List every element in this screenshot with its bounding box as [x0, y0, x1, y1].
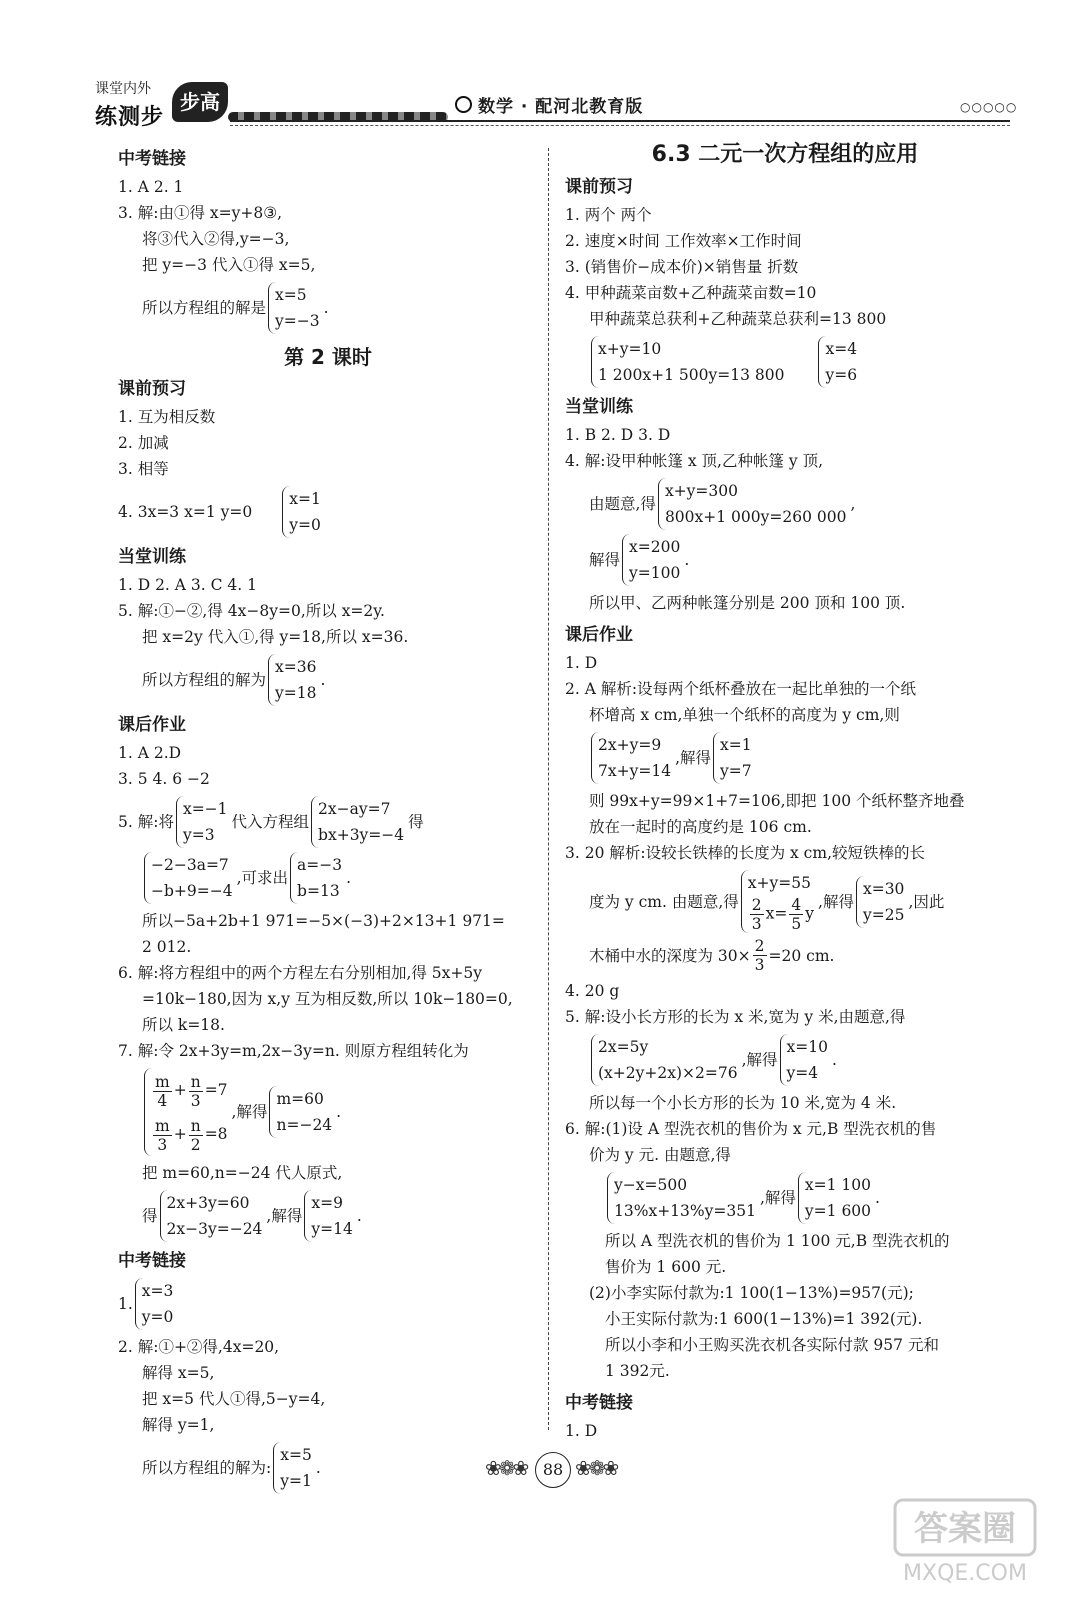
header-title — [455, 92, 643, 117]
equation: y=1 — [280, 1472, 312, 1490]
equation: y=−3 — [275, 312, 320, 330]
answer-row — [118, 282, 538, 334]
answer-line: 2. 解:①+②得,4x=20, — [118, 1338, 280, 1356]
equation: x=−1 — [182, 800, 228, 818]
answer-row — [565, 1034, 1005, 1086]
answer-line: 2 012. — [142, 938, 192, 956]
svg-text:MXQE.COM: MXQE.COM — [903, 1561, 1027, 1586]
answer-row — [118, 486, 538, 538]
equation-system — [741, 870, 816, 933]
numerator: m — [155, 1072, 170, 1091]
answer-text: 木桶中水的深度为 30× — [589, 946, 751, 965]
equation-system — [268, 282, 322, 334]
equation: 2x+3y=60 — [166, 1194, 250, 1212]
numerator: 4 — [791, 896, 802, 914]
answer-row — [118, 1068, 538, 1156]
brand-badge: 步高 — [172, 82, 228, 122]
answer-line: 甲种蔬菜总获利+乙种蔬菜总获利=13 800 — [589, 310, 887, 328]
equation: m=60 — [276, 1090, 324, 1108]
answer-text: 得 — [408, 813, 424, 831]
answer-line: 小王实际付款为:1 600(1−13%)=1 392(元). — [605, 1310, 923, 1328]
equation-rhs: =8 — [204, 1125, 228, 1143]
answer-row — [118, 796, 538, 848]
equation: y=25 — [862, 905, 905, 924]
denominator: 2 — [190, 1135, 201, 1154]
equation-system — [135, 1278, 176, 1330]
numerator: 2 — [751, 896, 762, 914]
answer-row — [565, 937, 1005, 974]
equation: y=100 — [629, 564, 681, 582]
fraction — [189, 1117, 203, 1154]
header-rule — [230, 120, 1010, 122]
answer-text: ,解得 — [741, 1051, 778, 1069]
answer-text: 4. 3x=3 x=1 y=0 — [118, 503, 253, 521]
watermark-logo — [890, 1490, 1040, 1590]
column-divider — [548, 148, 549, 1430]
comma: , — [850, 495, 856, 513]
numerator: m — [155, 1116, 170, 1135]
equation: y=18 — [275, 684, 317, 702]
lesson-title: 第 2 课时 — [284, 345, 372, 369]
answer-line: 1. D 2. A 3. C 4. 1 — [118, 576, 257, 594]
period: . — [875, 1189, 880, 1207]
answer-text: ,可求出 — [236, 869, 289, 887]
equation: x=1 — [720, 736, 752, 754]
denominator: 3 — [190, 1091, 201, 1110]
equation: b=13 — [297, 882, 340, 900]
equation-system — [591, 732, 673, 784]
period: . — [346, 869, 352, 887]
answer-line: 1. 互为相反数 — [118, 408, 216, 426]
fraction-equation: $\frac{m}{4}$ + $\frac{n}{3}$ =7 — [155, 1072, 228, 1110]
equation: 13%x+13%y=351 — [614, 1202, 756, 1220]
answer-line: 将③代入②得,y=−3, — [142, 230, 290, 248]
equation-system — [144, 1068, 230, 1156]
period: . — [336, 1103, 342, 1121]
equation: x=5 — [280, 1446, 312, 1464]
answer-row — [565, 534, 1005, 586]
equation: y−x=500 — [614, 1176, 688, 1194]
fraction — [153, 1073, 172, 1110]
equation-system — [311, 796, 406, 848]
answer-line: 把 x=5 代人①得,5−y=4, — [142, 1390, 326, 1408]
answer-line: 3. 解:由①得 x=y+8③, — [118, 204, 283, 222]
page-number: 88 — [535, 1452, 571, 1488]
equation-system — [798, 1172, 873, 1224]
equation: y=1 600 — [804, 1202, 872, 1220]
section-heading: 课前预习 — [118, 379, 186, 399]
equation: 2x−3y=−24 — [166, 1220, 263, 1238]
answer-line: 1. 两个 两个 — [565, 206, 652, 224]
brand-small-label: 课堂内外 — [95, 81, 151, 97]
equation: x+y=55 — [747, 874, 811, 892]
footer-ornament-right: ❀❁❀ — [575, 1456, 617, 1480]
equation-system — [591, 1034, 740, 1086]
equation-system — [273, 1442, 314, 1494]
answer-text: 得 — [142, 1207, 158, 1225]
equation-system — [607, 1172, 758, 1224]
fraction-equation: $\frac{m}{3}$ + $\frac{n}{2}$ =8 — [155, 1116, 228, 1154]
denominator: 3 — [754, 956, 765, 974]
equation-rhs: =7 — [204, 1081, 228, 1099]
answer-text: 代入方程组 — [231, 813, 310, 831]
section-heading: 课后作业 — [565, 625, 633, 645]
answer-line: 杯增高 x cm,单独一个纸杯的高度为 y cm,则 — [589, 706, 900, 724]
equation: x=1 100 — [804, 1176, 872, 1194]
equation: 2x−ay=7 — [318, 800, 391, 818]
fraction — [750, 896, 764, 933]
answer-text: 度为 y cm. 由题意,得 — [589, 892, 739, 911]
period: . — [320, 671, 326, 689]
numerator: n — [190, 1072, 201, 1091]
equation: x=30 — [862, 879, 905, 898]
equation: y=3 — [182, 826, 215, 844]
answer-row — [118, 1278, 538, 1330]
answer-text: 解得 — [589, 551, 621, 569]
answer-line: 3. (销售价−成本价)×销售量 折数 — [565, 258, 799, 276]
equation-part: y — [805, 904, 815, 923]
answer-line: 则 99x+y=99×1+7=106,即把 100 个纸杯整齐地叠 — [589, 792, 965, 810]
numerator: 2 — [754, 937, 765, 955]
svg-text:答案圈: 答案圈 — [914, 1509, 1016, 1549]
circle-logo-icon — [455, 96, 472, 113]
period: . — [684, 551, 690, 569]
denominator: 4 — [157, 1091, 168, 1110]
answer-row — [118, 654, 538, 706]
equation-system — [160, 1190, 265, 1242]
equation: 800x+1 000y=260 000 — [664, 508, 847, 526]
equation-system — [176, 796, 230, 848]
numerator: n — [190, 1116, 201, 1135]
answer-line: 1 392元. — [605, 1362, 670, 1380]
equation-system — [591, 336, 786, 388]
equation-system — [713, 732, 754, 784]
right-column — [565, 140, 1005, 1444]
equation: y=4 — [786, 1064, 819, 1082]
answer-line: (2)小李实际付款为:1 100(1−13%)=957(元); — [589, 1284, 914, 1302]
section-heading: 当堂训练 — [565, 397, 633, 417]
equation: (x+2y+2x)×2=76 — [598, 1064, 738, 1082]
section-heading: 课前预习 — [565, 177, 633, 197]
answer-line: 4. 甲种蔬菜亩数+乙种蔬菜亩数=10 — [565, 284, 817, 302]
answer-text: 由题意,得 — [589, 495, 656, 513]
equation: x=9 — [311, 1194, 343, 1212]
equation: −b+9=−4 — [151, 882, 233, 900]
answer-line: 把 m=60,n=−24 代人原式, — [142, 1164, 343, 1182]
fraction — [753, 937, 767, 974]
equation: y=0 — [289, 516, 321, 534]
left-column — [118, 140, 538, 1498]
answer-line: 2. 速度×时间 工作效率×工作时间 — [565, 232, 802, 250]
answer-line: 解得 x=5, — [142, 1364, 215, 1382]
equation: x=10 — [786, 1038, 828, 1056]
answer-row — [565, 1172, 1005, 1224]
period: . — [315, 1459, 321, 1477]
answer-text: ,解得 — [759, 1189, 796, 1207]
footer-ornament-left: ❀❁❀ — [485, 1456, 527, 1480]
answer-line: 2. 加减 — [118, 434, 169, 452]
answer-line: 所以 k=18. — [142, 1016, 225, 1034]
equation-system — [290, 852, 344, 904]
section-heading: 课后作业 — [118, 715, 186, 735]
answer-line: 3. 20 解析:设较长铁棒的长度为 x cm,较短铁棒的长 — [565, 844, 925, 862]
answer-line: =10k−180,因为 x,y 互为相反数,所以 10k−180=0, — [142, 990, 513, 1008]
answer-line: 6. 解:将方程组中的两个方程左右分别相加,得 5x+5y — [118, 964, 483, 982]
equation: y=0 — [141, 1308, 174, 1326]
equation-part: x= — [765, 904, 788, 923]
answer-line: 1. B 2. D 3. D — [565, 426, 671, 444]
brand-logo: 练测步 — [95, 105, 165, 130]
header-dots: ○○○○○ — [960, 100, 1018, 114]
answer-line: 1. D — [565, 654, 598, 672]
equation: x=3 — [141, 1282, 174, 1300]
equation-system — [268, 654, 318, 706]
answer-line: 把 x=2y 代入①,得 y=18,所以 x=36. — [142, 628, 409, 646]
header-title-text: 数学 · 配河北教育版 — [478, 97, 644, 117]
equation: 1 200x+1 500y=13 800 — [598, 366, 785, 384]
answer-line: 3. 5 4. 6 −2 — [118, 770, 210, 788]
answer-line: 解得 y=1, — [142, 1416, 215, 1434]
equation: x=5 — [275, 286, 307, 304]
equation: x=36 — [275, 658, 317, 676]
answer-text: 所以方程组的解是 — [142, 299, 267, 317]
equation: a=−3 — [297, 856, 343, 874]
answer-line: 售价为 1 600 元. — [605, 1258, 727, 1276]
answer-row — [565, 478, 1005, 530]
equation-system — [658, 478, 849, 530]
page-header — [0, 0, 1075, 140]
answer-row — [565, 336, 1005, 388]
equation: 7x+y=14 — [598, 762, 672, 780]
equation-system — [780, 1034, 830, 1086]
equation: y=6 — [825, 366, 858, 384]
answer-line: 所以 A 型洗衣机的售价为 1 100 元,B 型洗衣机的 — [605, 1232, 950, 1250]
equation-system — [269, 1086, 334, 1138]
equation: 2x+y=9 — [598, 736, 662, 754]
denominator: 3 — [751, 915, 762, 933]
equation: −2−3a=7 — [151, 856, 229, 874]
answer-line: 所以甲、乙两种帐篷分别是 200 顶和 100 顶. — [589, 594, 906, 612]
section-heading: 中考链接 — [565, 1393, 633, 1413]
equation-system — [144, 852, 235, 904]
answer-line: 6. 解:(1)设 A 型洗衣机的售价为 x 元,B 型洗衣机的售 — [565, 1120, 937, 1138]
answer-line: 5. 解:设小长方形的长为 x 米,宽为 y 米,由题意,得 — [565, 1008, 906, 1026]
answer-line: 4. 20 g — [565, 982, 620, 1000]
answer-row — [118, 1190, 538, 1242]
equation-system — [282, 486, 323, 538]
fraction — [189, 1073, 203, 1110]
answer-line: 所以−5a+2b+1 971=−5×(−3)+2×13+1 971= — [142, 912, 505, 930]
equation: x=1 — [289, 490, 321, 508]
answer-text: ,解得 — [675, 749, 711, 767]
answer-line: 把 y=−3 代入①得 x=5, — [142, 256, 316, 274]
equation: y=7 — [720, 762, 752, 780]
period: . — [356, 1207, 362, 1225]
answer-line: 所以每一个小长方形的长为 10 米,宽为 4 米. — [589, 1094, 897, 1112]
answer-line: 4. 解:设甲种帐篷 x 顶,乙种帐篷 y 顶, — [565, 452, 823, 470]
fraction — [789, 896, 803, 933]
answer-text: ,解得 — [818, 892, 854, 911]
answer-line: 5. 解:①−②,得 4x−8y=0,所以 x=2y. — [118, 602, 385, 620]
answer-row — [565, 870, 1005, 933]
answer-text: 1. — [118, 1295, 133, 1313]
period: . — [323, 299, 329, 317]
answer-row — [565, 732, 1005, 784]
equation: x+y=10 — [598, 340, 662, 358]
answer-line: 1. A 2.D — [118, 744, 182, 762]
answer-text: 所以方程组的解为: — [142, 1459, 272, 1477]
answer-text: ,解得 — [266, 1207, 303, 1225]
equation: n=−24 — [276, 1116, 333, 1134]
answer-text: ,因此 — [908, 892, 945, 911]
answer-line: 3. 相等 — [118, 460, 169, 478]
answer-line: 价为 y 元. 由题意,得 — [589, 1146, 731, 1164]
answer-row — [118, 852, 538, 904]
section-heading: 中考链接 — [118, 1251, 186, 1271]
answer-text: 5. 解:将 — [118, 813, 174, 831]
section-heading: 中考链接 — [118, 149, 186, 169]
chapter-title: 6.3 二元一次方程组的应用 — [651, 142, 919, 167]
equation-system — [856, 876, 906, 928]
answer-line: 放在一起时的高度约是 106 cm. — [589, 818, 812, 836]
fraction — [153, 1117, 172, 1154]
equation: 2x=5y — [598, 1038, 649, 1056]
equation-system — [818, 336, 859, 388]
answer-text: 所以方程组的解为 — [142, 671, 267, 689]
header-rule-dashed — [230, 125, 1010, 126]
equation: x=4 — [825, 340, 858, 358]
answer-text: =20 cm. — [768, 946, 835, 965]
denominator: 5 — [791, 915, 802, 933]
answer-row — [118, 1442, 538, 1494]
answer-line: 所以小李和小王购买洗衣机各实际付款 957 元和 — [605, 1336, 939, 1354]
equation: bx+3y=−4 — [318, 826, 405, 844]
answer-line: 2. A 解析:设每两个纸杯叠放在一起比单独的一个纸 — [565, 680, 917, 698]
denominator: 3 — [157, 1135, 168, 1154]
answer-line: 1. A 2. 1 — [118, 178, 184, 196]
answer-line: 1. D — [565, 1422, 598, 1440]
fraction-equation — [748, 896, 814, 933]
equation: y=14 — [311, 1220, 353, 1238]
answer-text: ,解得 — [231, 1103, 268, 1121]
equation: x=200 — [629, 538, 681, 556]
equation-system — [304, 1190, 354, 1242]
equation: x+y=300 — [664, 482, 738, 500]
period: . — [831, 1051, 837, 1069]
answer-line: 7. 解:令 2x+3y=m,2x−3y=n. 则原方程组转化为 — [118, 1042, 469, 1060]
equation-system — [622, 534, 682, 586]
section-heading: 当堂训练 — [118, 547, 186, 567]
